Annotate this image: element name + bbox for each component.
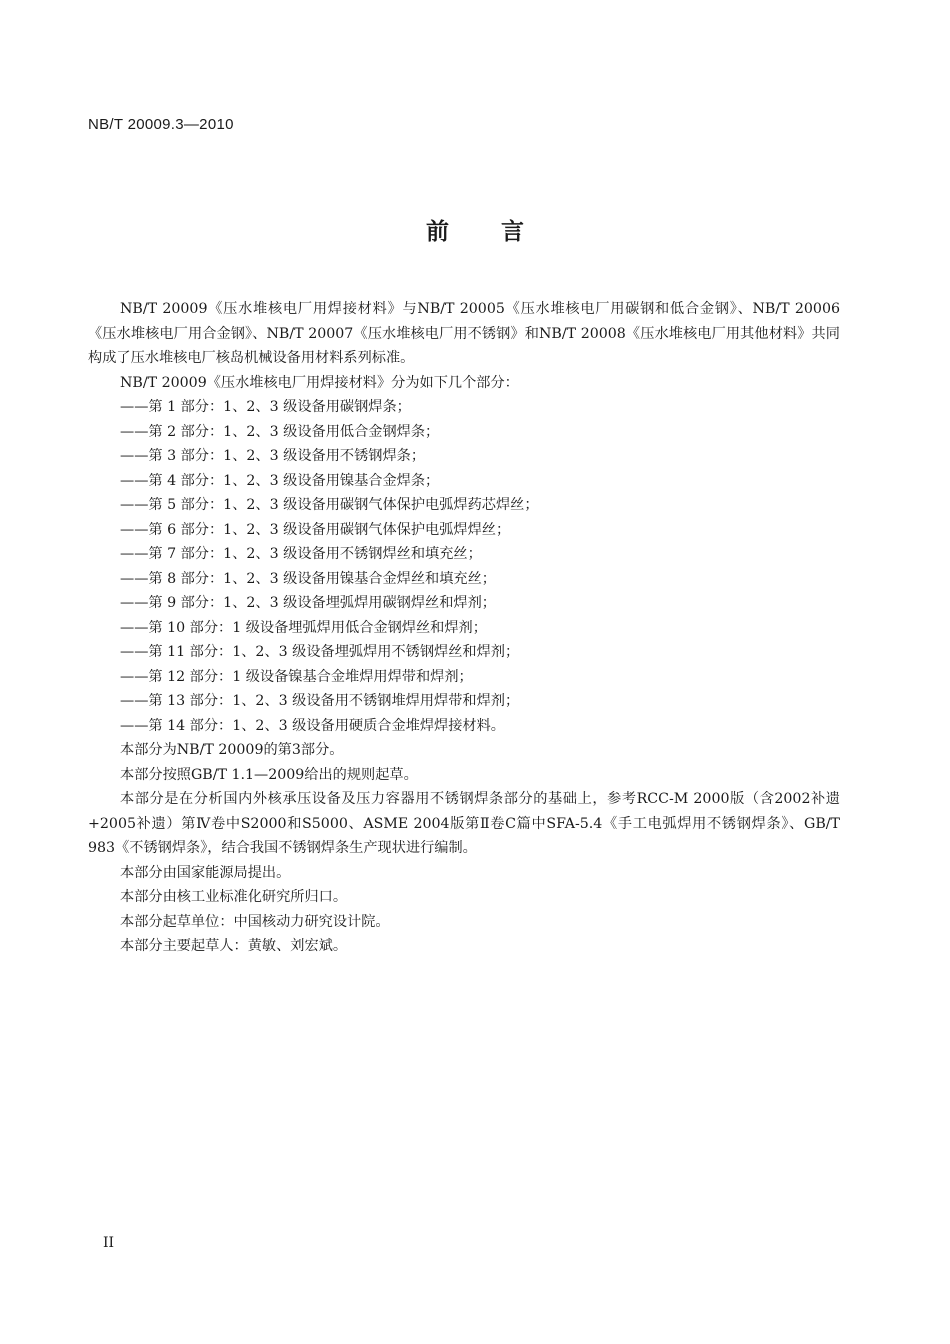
list-item: ——第 4 部分：1、2、3 级设备用镍基合金焊条；	[120, 472, 440, 489]
list-item: ——第 1 部分：1、2、3 级设备用碳钢焊条；	[120, 399, 411, 415]
intro-paragraph-1: NB/T 20009《压水堆核电厂用焊接材料》与NB/T 20005《压水堆核电厂用碳钢和低合金钢》、NB/T 20006《压水堆核电厂用合金钢》、NB/T 20007《压水堆核电厂用不锈钢》和NB/T 20008《压水堆核电厂用其他材料》共同构成了压水堆核电厂核岛机械设备用材料系列标准。	[88, 301, 840, 366]
closing-paragraph-4: 本部分由国家能源局提出。	[120, 864, 291, 881]
list-item: ——第 6 部分：1、2、3 级设备用碳钢气体保护电弧焊焊丝；	[120, 521, 511, 538]
list-item: ——第 7 部分：1、2、3 级设备用不锈钢焊丝和填充丝；	[120, 546, 482, 562]
closing-paragraph-1: 本部分为NB/T 20009的第3部分。	[120, 742, 344, 758]
foreword-body	[88, 297, 840, 959]
list-item: ——第 10 部分：1 级设备埋弧焊用低合金钢焊丝和焊剂；	[120, 619, 487, 636]
closing-paragraph-7: 本部分主要起草人：黄敏、刘宏斌。	[120, 938, 348, 954]
page-number: II	[103, 1235, 115, 1251]
intro-paragraph-2: NB/T 20009《压水堆核电厂用焊接材料》分为如下几个部分：	[120, 374, 519, 391]
list-item: ——第 8 部分：1、2、3 级设备用镍基合金焊丝和填充丝；	[120, 570, 496, 587]
list-item: ——第 11 部分：1、2、3 级设备埋弧焊用不锈钢焊丝和焊剂；	[120, 644, 520, 660]
closing-paragraph-3: 本部分是在分析国内外核承压设备及压力容器用不锈钢焊条部分的基础上，参考RCC-M 2000版（含2002补遗+2005补遗）第Ⅳ卷中S2000和S5000、ASME 2004版第Ⅱ卷C篇中SFA-5.4《手工电弧焊用不锈钢焊条》、GB/T 983《不锈钢焊条》，结合我国不锈钢焊条生产现状进行编制。	[88, 791, 840, 856]
title-char-2: 言	[501, 219, 524, 245]
list-item: ——第 3 部分：1、2、3 级设备用不锈钢焊条；	[120, 448, 426, 464]
closing-paragraph-2: 本部分按照GB/T 1.1—2009给出的规则起草。	[120, 766, 418, 783]
closing-paragraph-6: 本部分起草单位：中国核动力研究设计院。	[120, 913, 390, 930]
list-item: ——第 12 部分：1 级设备镍基合金堆焊用焊带和焊剂；	[120, 668, 473, 685]
list-item: ——第 5 部分：1、2、3 级设备用碳钢气体保护电弧焊药芯焊丝；	[120, 497, 539, 513]
standard-number: NB/T 20009.3—2010	[88, 116, 234, 133]
list-item: ——第 13 部分：1、2、3 级设备用不锈钢堆焊用焊带和焊剂；	[120, 693, 520, 709]
list-item: ——第 9 部分：1、2、3 级设备埋弧焊用碳钢焊丝和焊剂；	[120, 595, 496, 611]
parts-list	[88, 395, 840, 738]
list-item: ——第 2 部分：1、2、3 级设备用低合金钢焊条；	[120, 423, 440, 440]
title-char-1: 前	[426, 219, 449, 245]
closing-paragraph-5: 本部分由核工业标准化研究所归口。	[120, 889, 348, 905]
page-title	[0, 213, 950, 246]
list-item: ——第 14 部分：1、2、3 级设备用硬质合金堆焊焊接材料。	[120, 717, 505, 734]
